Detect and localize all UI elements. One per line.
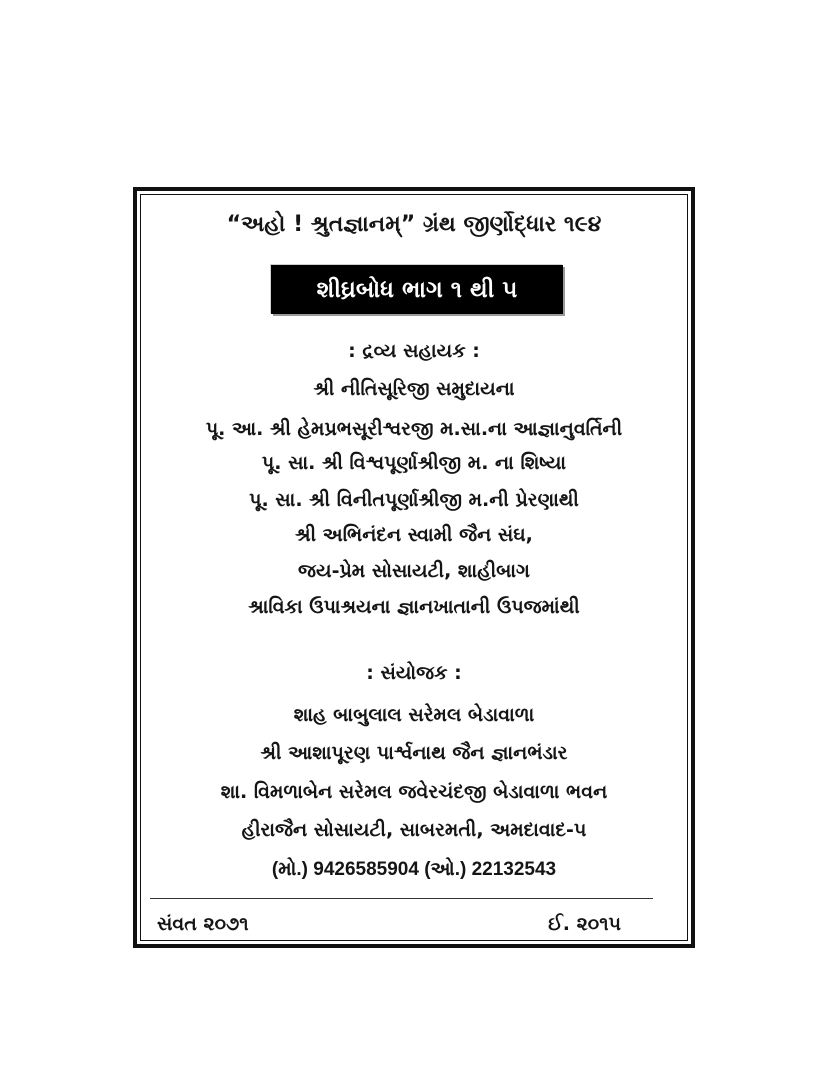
book-title: શીઘ્રબોધ ભાગ ૧ થી ૫	[316, 276, 518, 303]
sponsor-line: શ્રાવિકા ઉપાશ્રયના જ્ઞાનખાતાની ઉપજમાંથી	[248, 596, 580, 618]
organizer-line: હીરાજૈન સોસાયટી, સાબરમતી, અમદાવાદ-૫	[241, 819, 587, 841]
document-border	[133, 187, 695, 948]
gregorian-year: ઈ. ૨૦૧૫	[548, 913, 621, 935]
samvat-year: સંવત ૨૦૭૧	[157, 913, 249, 935]
footer-divider	[150, 898, 653, 899]
sponsor-line: જય-પ્રેમ સોસાયટી, શાહીબાગ	[298, 560, 530, 582]
organizer-line: શાહ બાબુલાલ સરેમલ બેડાવાળા	[293, 704, 535, 726]
sponsor-line: પૂ. આ. શ્રી હેમપ્રભસૂરીશ્વરજી મ.સા.ના આજ્ઞાનુવર્તિની	[205, 418, 623, 440]
sponsor-line: પૂ. સા. શ્રી વિનીતપૂર્ણાશ્રીજી મ.ની પ્રેરણાથી	[249, 489, 579, 511]
series-heading: “અહો ! શ્રુતજ્ઞાનમ્” ગ્રંથ જીર્ણોદ્ધાર ૧૯૪	[226, 212, 602, 237]
organizer-label: : સંયોજક :	[366, 662, 462, 684]
sponsor-label: : દ્રવ્ય સહાયક :	[348, 340, 480, 362]
organizer-line: શ્રી આશાપૂરણ પાર્શ્વનાથ જૈન જ્ઞાનભંડાર	[260, 742, 568, 764]
organizer-line: શા. વિમળાબેન સરેમલ જવેરચંદજી બેડાવાળા ભવન	[220, 781, 608, 803]
book-title-box	[271, 265, 563, 314]
sponsor-line: પૂ. સા. શ્રી વિશ્વપૂર્ણાશ્રીજી મ. ના શિષ્યા	[261, 452, 567, 474]
sponsor-line: શ્રી અભિનંદન સ્વામી જૈન સંઘ,	[295, 524, 533, 546]
contact-phone: (મો.) 9426585904 (ઓ.) 22132543	[271, 859, 557, 880]
sponsor-line: શ્રી નીતિસૂરિજી સમુદાયના	[313, 378, 515, 400]
